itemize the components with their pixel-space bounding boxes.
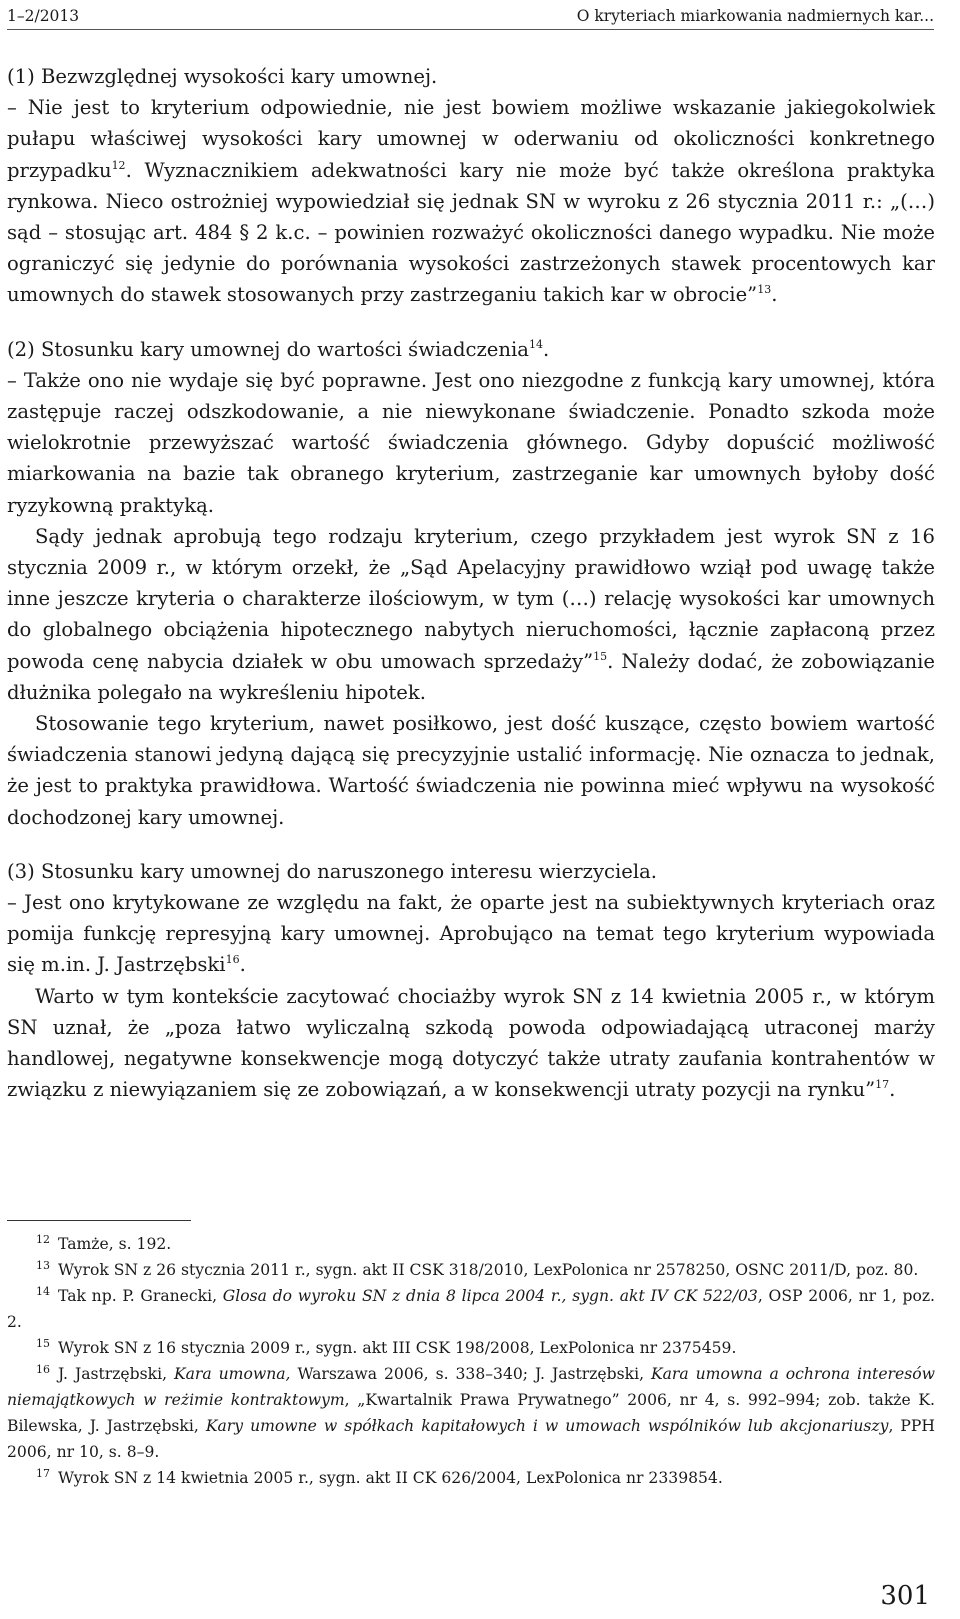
footnote: $^{12}$ Tamże, s. 192. xyxy=(36,1233,172,1253)
main-text xyxy=(7,61,935,1106)
footnote: $^{14}$ Tak np. P. Granecki, Glosa do wyroku SN z dnia 8 lipca 2004 r., sygn. akt IV CK 522/03, OSP 2006, nr 1, poz. 2. xyxy=(7,1285,935,1331)
footnote-ref: 17 xyxy=(875,1078,890,1092)
footnote-ref: 12 xyxy=(111,158,126,172)
section-3-heading: (3) Stosunku kary umownej do naruszonego interesu wierzyciela. xyxy=(7,859,658,883)
paragraph: Stosowanie tego kryterium, nawet posiłkowo, jest dość kuszące, często bowiem wartość świadczenia stanowi jedyną dającą się precyzyjnie ustalić informację. Nie oznacza to jednak, że jest to praktyka prawidłowa. Wartość świadczenia nie powinna mieć wpływu na wysokość dochodzonej kary umownej. xyxy=(7,712,935,829)
footnote-ref: 13 xyxy=(757,283,772,297)
paragraph: Warto w tym kontekście zacytować chociażby wyrok SN z 14 kwietnia 2005 r., w którym SN uznał, że „poza łatwo wyliczalną szkodą powoda odpowiadającą utraconej marży handlowej, negatywne konsekwencje mogą dotyczyć także utraty zaufania kontrahentów w związku z niewyiązaniem się ze zobowiązań, a w konsekwencji utraty pozycji na rynku”$^{17}$. xyxy=(7,984,935,1102)
footnote: $^{17}$ Wyrok SN z 14 kwietnia 2005 r., sygn. akt II CK 626/2004, LexPolonica nr 2339854. xyxy=(36,1467,723,1487)
page-number: 301 xyxy=(880,1581,930,1611)
footnote-ref: 16 xyxy=(225,953,240,967)
article-title-header: O kryteriach miarkowania nadmiernych kar... xyxy=(576,7,934,25)
running-header xyxy=(7,3,934,30)
footnote-ref: 15 xyxy=(593,649,608,663)
footnote-divider xyxy=(7,1220,191,1221)
footnote-ref: 14 xyxy=(528,337,543,351)
footnote: $^{16}$ J. Jastrzębski, Kara umowna, Warszawa 2006, s. 338–340; J. Jastrzębski, Kara umowna a ochrona interesów niemajątkowych w reżimie kontraktowym, „Kwartalnik Prawa Prywatnego” 2006, nr 4, s. 992–994; zob. także K. Bilewska, J. Jastrzębski, Kary umowne w spółkach kapitałowych i w umowach wspólników lub akcjonariuszy, PPH 2006, nr 10, s. 8–9. xyxy=(7,1363,935,1461)
section-2-heading: (2) Stosunku kary umownej do wartości świadczenia$^{14}$. xyxy=(7,337,550,361)
issue-number: 1–2/2013 xyxy=(7,7,80,25)
paragraph: – Jest ono krytykowane ze względu na fakt, że oparte jest na subiektywnych kryteriach oraz pomija funkcję represyjną kary umownej. Aprobująco na temat tego kryterium wypowiada się m.in. J. Jastrzębski$^{16}$. xyxy=(7,891,935,977)
paragraph: Sądy jednak aprobują tego rodzaju kryterium, czego przykładem jest wyrok SN z 16 stycznia 2009 r., w którym orzekł, że „Sąd Apelacyjny prawidłowo wziął pod uwagę także inne jeszcze kryteria o charakterze ilościowym, w tym (…) relację wysokości kar umownych do globalnego obciążenia hipotecznego nabytych nieruchomości, łącznie zapłaconą przez powoda cenę nabycia działek w obu umowach sprzedaży”$^{15}$. Należy dodać, że zobowiązanie dłużnika polegało na wykreśleniu hipotek. xyxy=(7,524,935,704)
footnote: $^{15}$ Wyrok SN z 16 stycznia 2009 r., sygn. akt III CSK 198/2008, LexPolonica nr 2375459. xyxy=(36,1337,737,1357)
section-1-heading: (1) Bezwzględnej wysokości kary umownej. xyxy=(7,65,438,88)
paragraph: – Także ono nie wydaje się być poprawne. Jest ono niezgodne z funkcją kary umownej, która zastępuje raczej odszkodowanie, a nie niewykonane świadczenie. Ponadto szkoda może wielokrotnie przewyższać wartość świadczenia głównego. Gdyby dopuścić możliwość miarkowania na bazie tak obranego kryterium, zastrzeganie kar umownych byłoby dość ryzykowną praktyką. xyxy=(7,368,935,517)
footnote: $^{13}$ Wyrok SN z 26 stycznia 2011 r., sygn. akt II CSK 318/2010, LexPolonica nr 2578250, OSNC 2011/D, poz. 80. xyxy=(36,1259,919,1279)
paragraph: – Nie jest to kryterium odpowiednie, nie jest bowiem możliwe wskazanie jakiegokolwiek pułapu właściwej wysokości kary umownej w oderwaniu od okoliczności konkretnego przypadku$^{12}$. Wyznacznikiem adekwatności kary nie może być także określona praktyka rynkowa. Nieco ostrożniej wypowiedział się jednak SN w wyroku z 26 stycznia 2011 r.: „(…) sąd – stosując art. 484 § 2 k.c. – powinien rozważyć okoliczności danego wypadku. Nie może ograniczyć się jedynie do porównania wysokości zastrzeżonych stawek procentowych kar umownych do stawek stosowanych przy zastrzeganiu takich kar w obrocie”$^{13}$. xyxy=(7,96,935,307)
footnotes xyxy=(7,1231,935,1491)
